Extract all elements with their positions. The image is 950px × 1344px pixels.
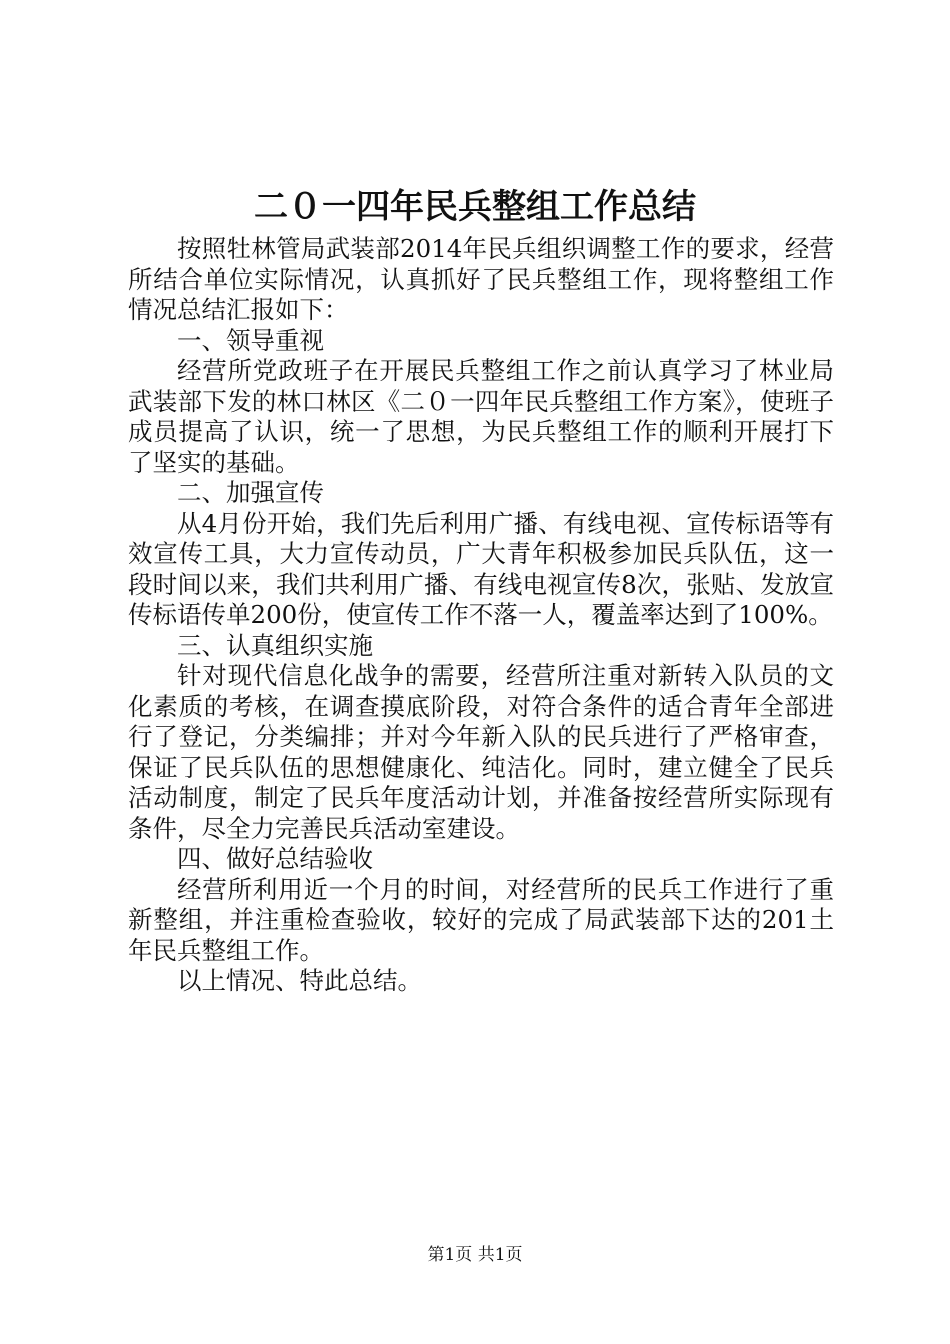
section-heading-implementation: 三、认真组织实施: [177, 630, 373, 660]
section-paragraph-leadership: 经营所党政班子在开展民兵整组工作之前认真学习了林业局武装部下发的林口林区《二０一四年民兵整组工作方案》，使班子成员提高了认识，统一了思想，为民兵整组工作的顺利开展打下了坚实的基础。: [128, 356, 834, 477]
document-body: [128, 234, 834, 997]
page-number-footer: 第1页 共1页: [427, 1245, 523, 1265]
section-paragraph-acceptance: 经营所利用近一个月的时间，对经营所的民兵工作进行了重新整组，并注重检查验收，较好的完成了局武装部下达的201土年民兵整组工作。: [128, 874, 834, 965]
section-heading-acceptance: 四、做好总结验收: [177, 844, 373, 873]
section-heading-publicity: 二、加强宣传: [177, 478, 324, 507]
section-paragraph-publicity: 从4月份开始，我们先后利用广播、有线电视、宣传标语等有效宣传工具，大力宣传动员，广大青年积极参加民兵队伍，这一段时间以来，我们共利用广播、有线电视宣传8次，张贴、发放宣传标语传单200份，使宣传工作不落一人，覆盖率达到了100%。: [128, 508, 834, 629]
intro-paragraph: 按照牡林管局武装部2014年民兵组织调整工作的要求，经营所结合单位实际情况，认真抓好了民兵整组工作，现将整组工作情况总结汇报如下：: [128, 234, 834, 324]
section-heading-leadership: 一、领导重视: [177, 325, 324, 355]
document-title: 二０一四年民兵整组工作总结: [254, 187, 696, 227]
closing-paragraph: 以上情况、特此总结。: [177, 966, 422, 995]
section-paragraph-implementation: 针对现代信息化战争的需要，经营所注重对新转入队员的文化素质的考核，在调查摸底阶段，对符合条件的适合青年全部进行了登记，分类编排；并对今年新入队的民兵进行了严格审查，保证了民兵队伍的思想健康化、纯洁化。同时，建立健全了民兵活动制度，制定了民兵年度活动计划，并准备按经营所实际现有条件，尽全力完善民兵活动室建设。: [128, 661, 834, 843]
